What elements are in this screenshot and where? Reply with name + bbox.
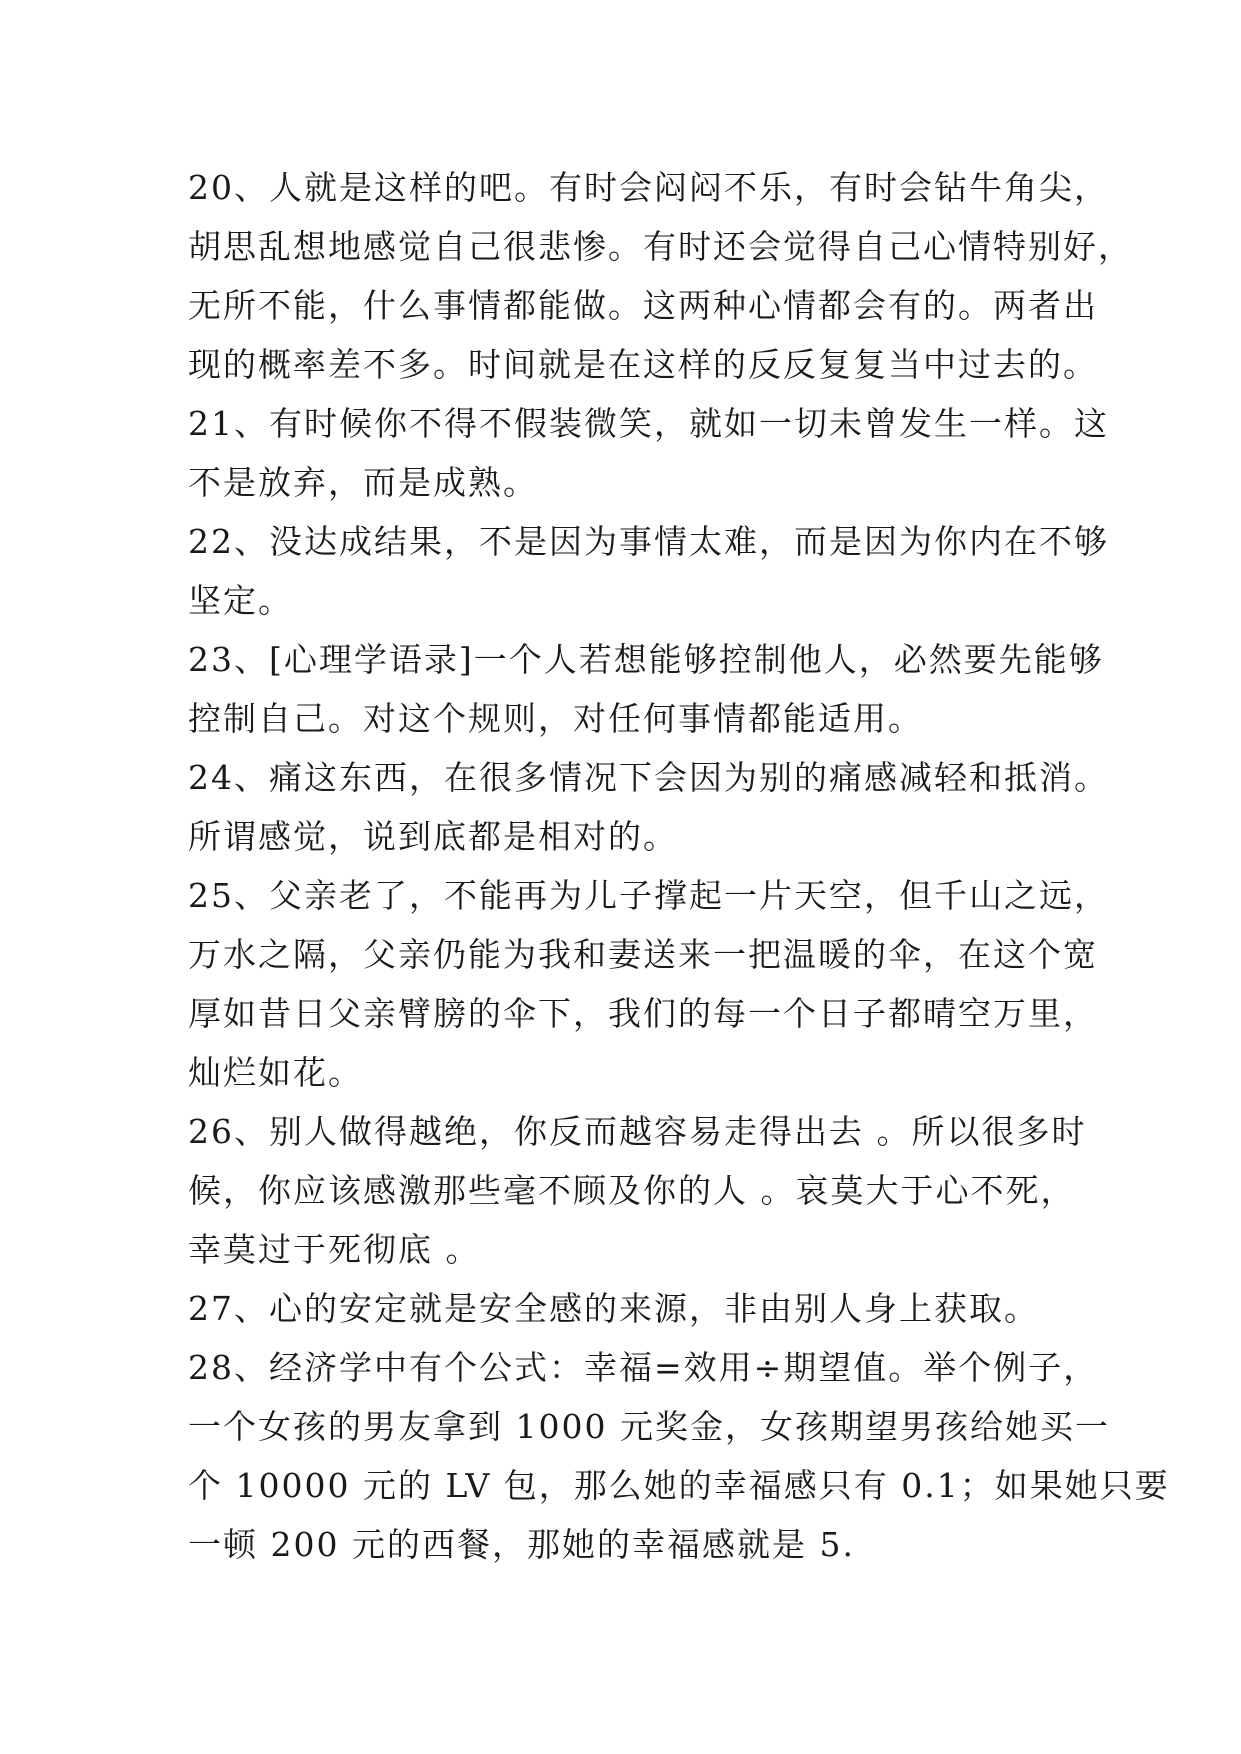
text-line: 27、心的安定就是安全感的来源，非由别人身上获取。 <box>188 1289 1039 1328</box>
text-line: 24、痛这东西，在很多情况下会因为别的痛感减轻和抵消。 <box>188 758 1109 797</box>
body-text <box>188 158 1170 1574</box>
text-line: 不是放弃，而是成熟。 <box>188 463 538 502</box>
text-line: 厚如昔日父亲臂膀的伞下，我们的每一个日子都晴空万里， <box>188 994 1098 1033</box>
text-line: 28、经济学中有个公式：幸福=效用÷期望值。举个例子， <box>188 1348 1099 1387</box>
text-line: 无所不能，什么事情都能做。这两种心情都会有的。两者出 <box>188 286 1098 325</box>
text-line: 20、人就是这样的吧。有时会闷闷不乐，有时会钻牛角尖， <box>188 168 1109 207</box>
text-line: 一个女孩的男友拿到 1000 元奖金，女孩期望男孩给她买一 <box>188 1407 1110 1446</box>
text-line: 所谓感觉，说到底都是相对的。 <box>188 817 678 856</box>
text-line: 22、没达成结果，不是因为事情太难，而是因为你内在不够 <box>188 522 1109 561</box>
text-line: 个 10000 元的 LV 包，那么她的幸福感只有 0.1；如果她只要 <box>188 1466 1170 1505</box>
text-line: 现的概率差不多。时间就是在这样的反反复复当中过去的。 <box>188 345 1098 384</box>
text-line: 灿烂如花。 <box>188 1053 363 1092</box>
text-line: 一顿 200 元的西餐，那她的幸福感就是 5. <box>188 1525 855 1564</box>
text-line: 25、父亲老了，不能再为儿子撑起一片天空，但千山之远， <box>188 876 1109 915</box>
text-line: 21、有时候你不得不假装微笑，就如一切未曾发生一样。这 <box>188 404 1109 443</box>
text-line: 坚定。 <box>188 581 293 620</box>
text-line: 万水之隔，父亲仍能为我和妻送来一把温暖的伞，在这个宽 <box>188 935 1098 974</box>
text-line: 控制自己。对这个规则，对任何事情都能适用。 <box>188 699 923 738</box>
text-line: 26、别人做得越绝，你反而越容易走得出去 。所以很多时 <box>188 1112 1087 1151</box>
text-line: 23、[心理学语录]一个人若想能够控制他人，必然要先能够 <box>188 640 1104 679</box>
text-line: 候，你应该感激那些毫不顾及你的人 。哀莫大于心不死， <box>188 1171 1076 1210</box>
text-line: 幸莫过于死彻底 。 <box>188 1230 481 1269</box>
text-line: 胡思乱想地感觉自己很悲惨。有时还会觉得自己心情特别好， <box>188 227 1133 266</box>
